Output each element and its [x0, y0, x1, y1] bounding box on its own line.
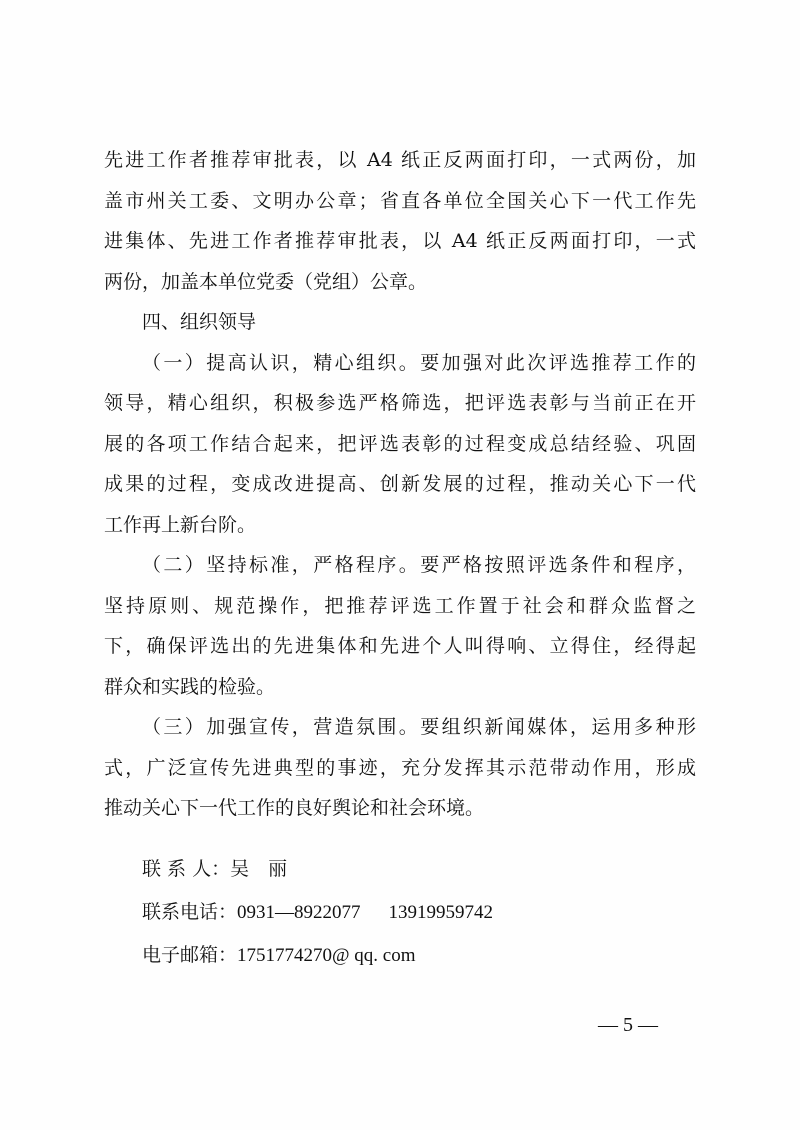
body-line: （三）加强宣传，营造氛围。要组织新闻媒体，运用多种形	[142, 716, 696, 738]
body-line: 进集体、先进工作者推荐审批表，以 A4 纸正反两面打印，一式	[104, 230, 696, 252]
contact-phone-2: 13919959742	[388, 902, 494, 923]
page-number: — 5 —	[598, 1014, 658, 1036]
body-line: 坚持原则、规范操作，把推荐评选工作置于社会和群众监督之	[104, 594, 696, 617]
body-line: 展的各项工作结合起来，把评选表彰的过程变成总结经验、巩固	[104, 432, 696, 455]
body-line: 先进工作者推荐审批表，以 A4 纸正反两面打印，一式两份，加	[104, 149, 696, 171]
contact-person-label: 联 系 人：	[142, 858, 231, 880]
contact-email-row	[142, 934, 493, 977]
body-line: 下，确保评选出的先进集体和先进个人叫得响、立得住，经得起	[104, 635, 696, 657]
body-line: 式，广泛宣传先进典型的事迹，充分发挥其示范带动作用，形成	[104, 756, 696, 779]
contact-email-label: 电子邮箱：	[142, 944, 238, 966]
body-line: （一）提高认识，精心组织。要加强对此次评选推荐工作的	[142, 351, 696, 374]
body-line: 工作再上新台阶。	[104, 513, 257, 536]
contact-info	[142, 848, 493, 977]
document-body	[104, 140, 696, 829]
body-line: 领导，精心组织，积极参选严格筛选，把评选表彰与当前正在开	[104, 392, 696, 414]
body-line: 成果的过程，变成改进提高、创新发展的过程，推动关心下一代	[104, 473, 696, 495]
contact-person-name: 吴 丽	[230, 858, 288, 880]
contact-phone-label: 联系电话：	[142, 901, 238, 923]
contact-phone-row	[142, 891, 493, 934]
contact-person-row	[142, 848, 493, 891]
body-line: （二）坚持标准，严格程序。要严格按照评选条件和程序，	[142, 554, 696, 576]
body-line: 两份，加盖本单位党委（党组）公章。	[104, 270, 428, 293]
body-line: 推动关心下一代工作的良好舆论和社会环境。	[104, 797, 485, 819]
body-line: 群众和实践的检验。	[104, 675, 276, 698]
body-line: 盖市州关工委、文明办公章；省直各单位全国关心下一代工作先	[104, 189, 696, 212]
contact-email: 1751774270@ qq. com	[237, 945, 416, 966]
contact-phone-1: 0931—8922077	[237, 902, 361, 923]
section-heading: 四、组织领导	[142, 311, 257, 333]
